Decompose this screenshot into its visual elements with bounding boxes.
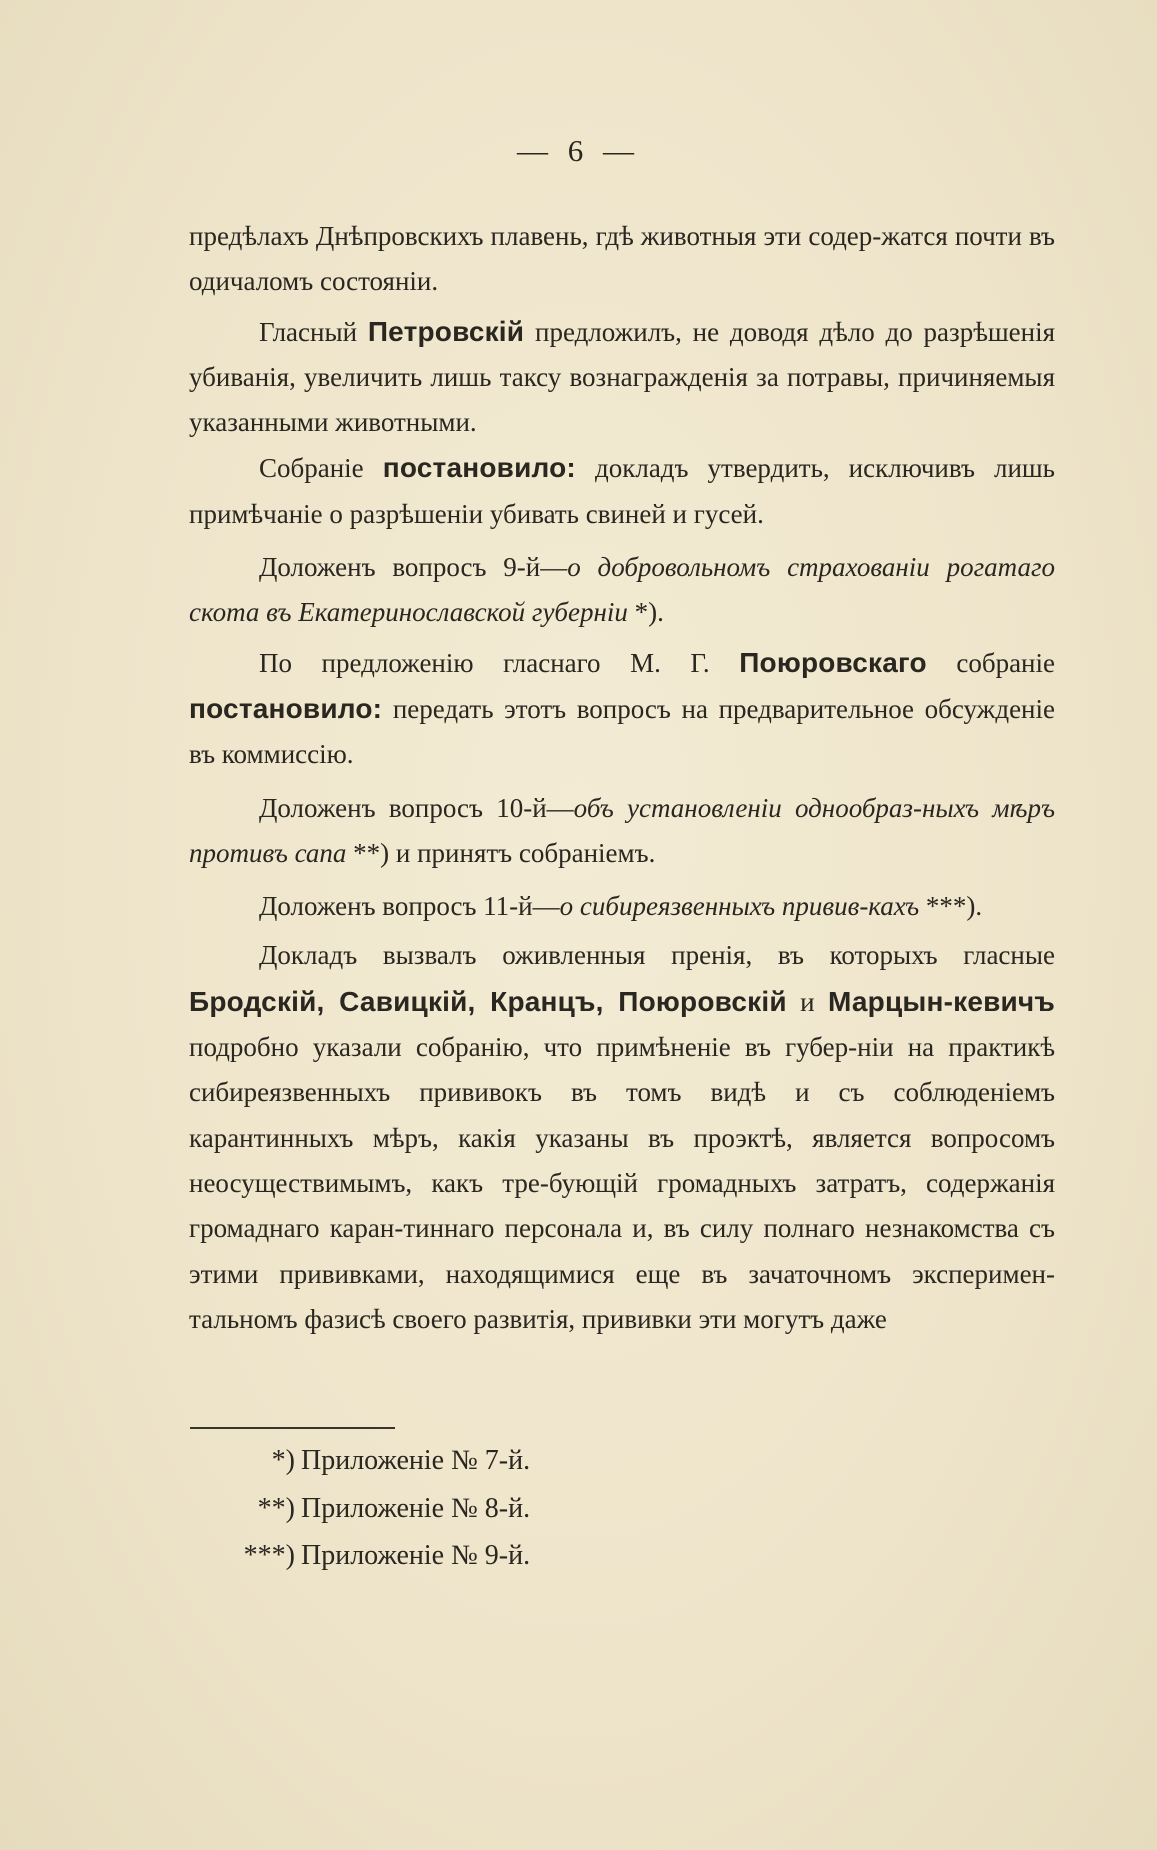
footnote-text: Приложеніе № 9-й. — [301, 1540, 531, 1571]
footnotes — [190, 1437, 690, 1580]
resolution-keyword: постановило: — [382, 452, 576, 484]
speaker-name: Марцын-кевичъ — [828, 985, 1055, 1017]
page-number: — 6 — — [517, 133, 640, 168]
paragraph-continuation: предѣлахъ Днѣпровскихъ плавень, гдѣ животныя эти содер-жатся почти въ одичаломъ состояніи. — [189, 221, 1055, 297]
footnote-text: Приложеніе № 7-й. — [301, 1445, 531, 1476]
resolution-keyword: постановило: — [189, 692, 383, 724]
footnote-divider — [190, 1427, 395, 1429]
question-title: о добровольномъ страхованіи рогатаго скота въ Екатеринославской губерніи — [189, 552, 1055, 628]
speaker-name: Петровскій — [367, 315, 525, 347]
footnote-text: Приложеніе № 8-й. — [301, 1492, 531, 1524]
paragraph-resolution-1: Собраніе постановило: докладъ утвердить, исключивъ лишь примѣчаніе о разрѣшеніи убивать свиней и гусей. — [189, 452, 1056, 529]
footnote-mark: *) — [271, 1445, 295, 1476]
paragraph-debate: Докладъ вызвалъ оживленныя пренія, въ которыхъ гласные Бродскій, Савицкій, Кранцъ, Поюровскій и Марцын-кевичъ подробно указали собранію, что примѣненіе въ губер-ніи на практикѣ сибиреязвенныхъ прививокъ въ томъ видѣ и съ соблюденіемъ карантинныхъ мѣръ, какія указаны въ проэктѣ, является вопросомъ неосуществимымъ, какъ тре-бующій громадныхъ затратъ, содержанія громаднаго каран-тиннаго персонала и, въ силу полнаго незнакомства съ этими прививками, находящимися еще въ зачаточномъ эксперимен-тальномъ фазисѣ своего развитія, прививки эти могутъ даже — [189, 940, 1055, 1334]
footnote-1 — [190, 1437, 690, 1485]
footnote-2 — [190, 1485, 690, 1533]
question-title: объ установленіи однообраз-ныхъ мѣръ противъ сапа — [189, 792, 1055, 868]
paragraph-resolution-2: По предложенію гласнаго М. Г. Поюровскаго собраніе постановило: передать этотъ вопросъ на предварительное обсужденіе въ коммиссію. — [189, 646, 1055, 770]
speaker-names: Бродскій, Савицкій, Кранцъ, Поюровскій — [189, 985, 787, 1017]
main-text — [189, 214, 1055, 1342]
footnote-mark: **) — [257, 1492, 295, 1524]
footnote-3 — [190, 1532, 690, 1580]
footnote-mark: ***) — [243, 1540, 295, 1571]
paragraph-question-10: Доложенъ вопросъ 10-й—объ установленіи однообраз-ныхъ мѣръ противъ сапа **) и принятъ собраніемъ. — [189, 792, 1055, 868]
speaker-name: Поюровскаго — [739, 646, 927, 678]
paragraph-question-9: Доложенъ вопросъ 9-й—о добровольномъ страхованіи рогатаго скота въ Екатеринославской губерніи *). — [189, 552, 1055, 628]
paragraph-petrovsky: Гласный Петровскій предложилъ, не доводя дѣло до разрѣшенія убиванія, увеличить лишь таксу вознагражденія за потравы, причиняемыя указанными животными. — [189, 315, 1055, 438]
paragraph-question-11: Доложенъ вопросъ 11-й—о сибиреязвенныхъ привив-кахъ ***). — [259, 891, 983, 922]
question-title: о сибиреязвенныхъ привив-кахъ — [559, 891, 920, 922]
